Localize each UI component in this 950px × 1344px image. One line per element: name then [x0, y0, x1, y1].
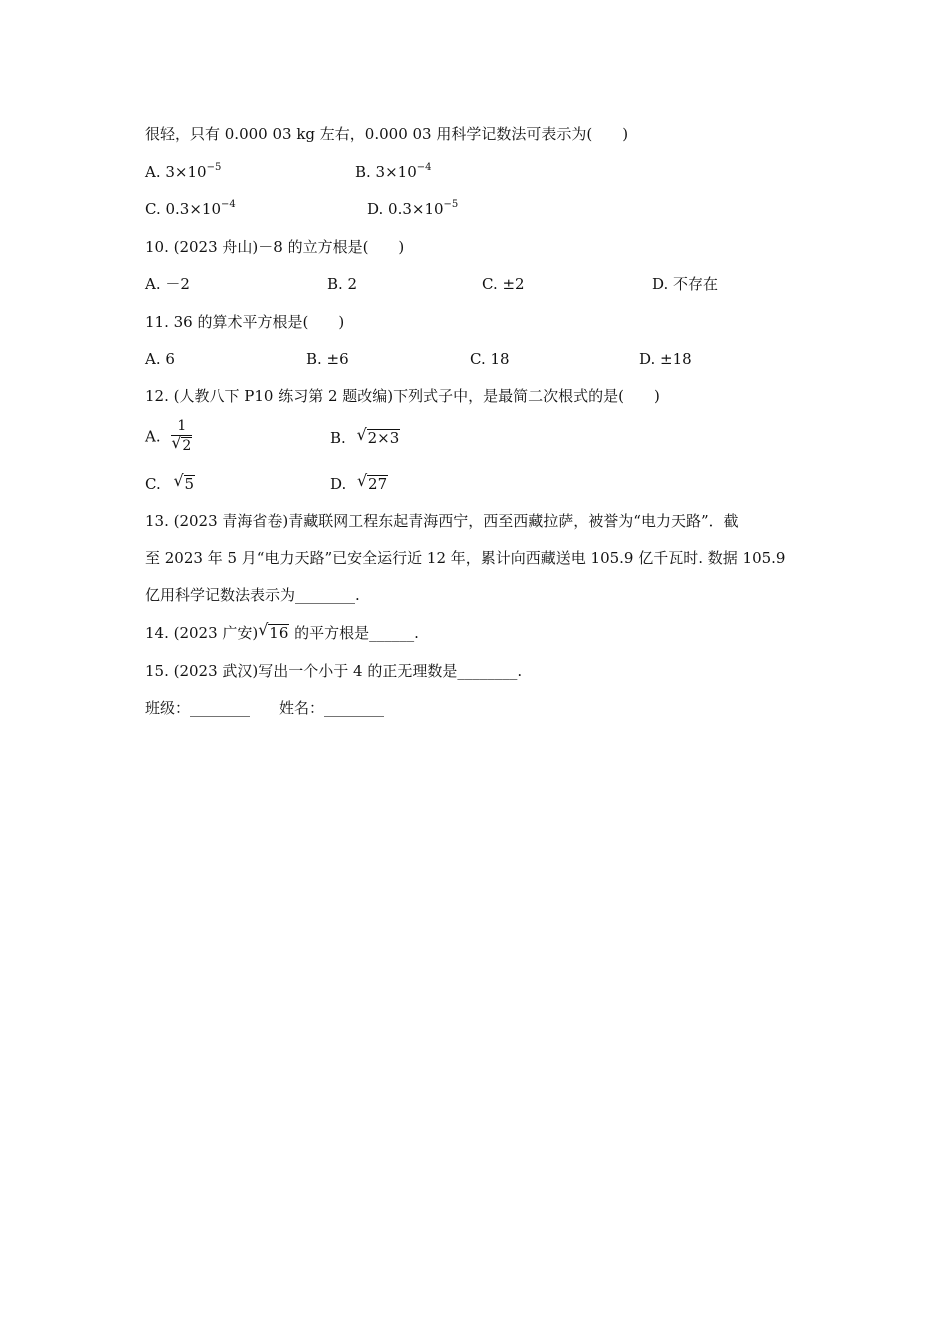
sqrt-icon: √ 5	[173, 471, 195, 493]
q9-option-c	[145, 199, 236, 222]
q12-option-a-fraction	[171, 418, 192, 455]
q11-option-c: C. 18	[470, 350, 510, 368]
sqrt-icon: √ 27	[357, 471, 388, 493]
q12-option-c-label: C.	[145, 475, 161, 493]
q9-option-b-exponent: −4	[416, 162, 432, 173]
q11-option-a: A. 6	[145, 350, 175, 368]
q12-option-b-label: B.	[330, 429, 346, 447]
q9-option-c-text: C. 0.3×10	[145, 200, 221, 218]
q12-option-d	[330, 471, 388, 494]
q15-stem: 15. (2023 武汉)写出一个小于 4 的正无理数是________.	[145, 662, 523, 680]
q12-option-d-radicand: 27	[368, 475, 388, 493]
q12-option-a	[145, 418, 192, 455]
q12-option-c	[145, 471, 195, 494]
q9-option-b	[355, 162, 432, 185]
sqrt-icon: √ 16	[258, 620, 289, 642]
name-field-label: 姓名：________	[279, 699, 385, 717]
q12-option-c-radicand: 5	[184, 475, 195, 493]
q13-stem-line-3: 亿用科学记数法表示为________.	[145, 586, 360, 604]
q9-option-a-exponent: −5	[206, 162, 222, 173]
sqrt-icon: √ 2×3	[356, 425, 400, 447]
q13-stem-line-1: 13. (2023 青海省卷)青藏联网工程东起青海西宁，西至西藏拉萨，被誉为“电力天路”．截	[145, 512, 739, 530]
q12-option-b	[330, 425, 400, 448]
q9-option-a	[145, 162, 221, 185]
q11-stem: 11. 36 的算术平方根是( )	[145, 313, 345, 331]
q9-option-d	[367, 199, 458, 222]
q9-option-c-exponent: −4	[221, 199, 236, 210]
q12-stem: 12. (人教八下 P10 练习第 2 题改编)下列式子中，是最简二次根式的是( )	[145, 387, 660, 405]
q10-option-d: D. 不存在	[652, 275, 719, 293]
q11-option-b: B. ±6	[306, 350, 349, 368]
q9-option-d-exponent: −5	[443, 199, 459, 210]
q9-option-a-text: A. 3×10	[145, 163, 207, 181]
q13-stem-line-2: 至 2023 年 5 月“电力天路”已安全运行近 12 年，累计向西藏送电 105.9 亿千瓦时. 数据 105.9	[145, 549, 786, 567]
sqrt-icon: √ 2	[171, 433, 192, 454]
class-field-label: 班级：________	[145, 699, 251, 717]
q14-suffix: 的平方根是______.	[289, 624, 419, 642]
q10-option-a: A. －2	[145, 275, 190, 293]
q9-stem-continuation: 很轻，只有 0.000 03 kg 左右，0.000 03 用科学记数法可表示为( )	[145, 125, 629, 143]
q14-prefix: 14. (2023 广安)	[145, 624, 259, 642]
q11-option-d: D. ±18	[639, 350, 692, 368]
q12-option-b-radicand: 2×3	[367, 429, 400, 447]
q9-option-b-text: B. 3×10	[355, 163, 417, 181]
q10-stem: 10. (2023 舟山)－8 的立方根是( )	[145, 238, 405, 256]
q10-option-c: C. ±2	[482, 275, 525, 293]
fraction-denominator	[171, 433, 192, 455]
q10-option-b: B. 2	[327, 275, 358, 293]
q9-option-d-text: D. 0.3×10	[367, 200, 444, 218]
q12-option-a-label: A.	[145, 427, 161, 446]
q14-stem	[145, 620, 419, 643]
q12-option-d-label: D.	[330, 475, 347, 493]
fraction-numerator: 1	[171, 418, 192, 436]
q14-radicand: 16	[269, 624, 289, 642]
